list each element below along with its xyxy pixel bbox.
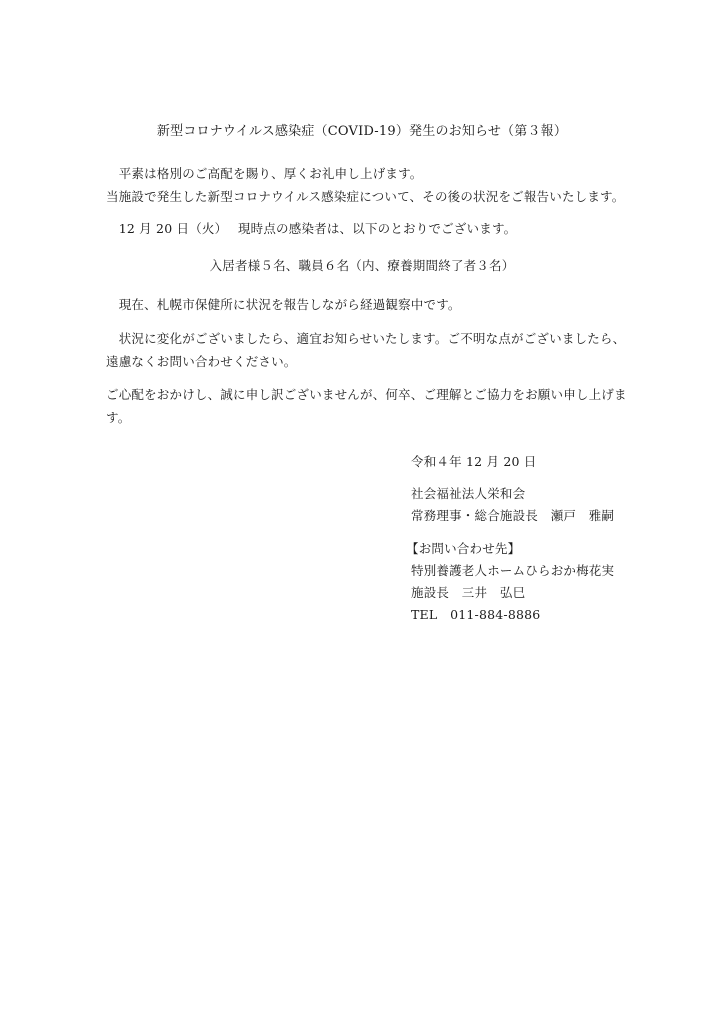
- apology-paragraph-line2: す。: [106, 410, 131, 425]
- change-paragraph-line2: 遠慮なくお問い合わせください。: [106, 354, 297, 369]
- notice-title: 新型コロナウイルス感染症（COVID-19）発生のお知らせ（第３報）: [156, 124, 568, 139]
- contact-manager: 施設長 三井 弘巳: [411, 585, 526, 600]
- signature-date: 令和４年 12 月 20 日: [411, 454, 537, 469]
- apology-paragraph-line1: ご心配をおかけし、誠に申し訳ございませんが、何卒、ご理解とご協力をお願い申し上げま: [106, 387, 627, 402]
- signature-organization: 社会福祉法人栄和会: [411, 486, 526, 501]
- status-date-line: 12 月 20 日（火） 現時点の感染者は、以下のとおりでございます。: [106, 221, 517, 236]
- infection-count: 入居者様５名、職員６名（内、療養期間終了者３名）: [209, 258, 515, 273]
- signature-director: 常務理事・総合施設長 瀬戸 雅嗣: [411, 508, 615, 523]
- contact-heading: 【お問い合わせ先】: [406, 541, 521, 556]
- progress-paragraph: 現在、札幌市保健所に状況を報告しながら経過観察中です。: [106, 297, 461, 312]
- greeting-paragraph: 平素は格別のご高配を賜り、厚くお礼申し上げます。: [106, 166, 423, 181]
- contact-facility: 特別養護老人ホームひらおか梅花実: [411, 563, 615, 578]
- intro-paragraph: 当施設で発生した新型コロナウイルス感染症について、その後の状況をご報告いたします。: [106, 189, 625, 204]
- change-paragraph-line1: 状況に変化がございましたら、適宜お知らせいたします。ご不明な点がございましたら、: [106, 331, 626, 346]
- contact-phone: TEL 011-884-8886: [411, 607, 541, 622]
